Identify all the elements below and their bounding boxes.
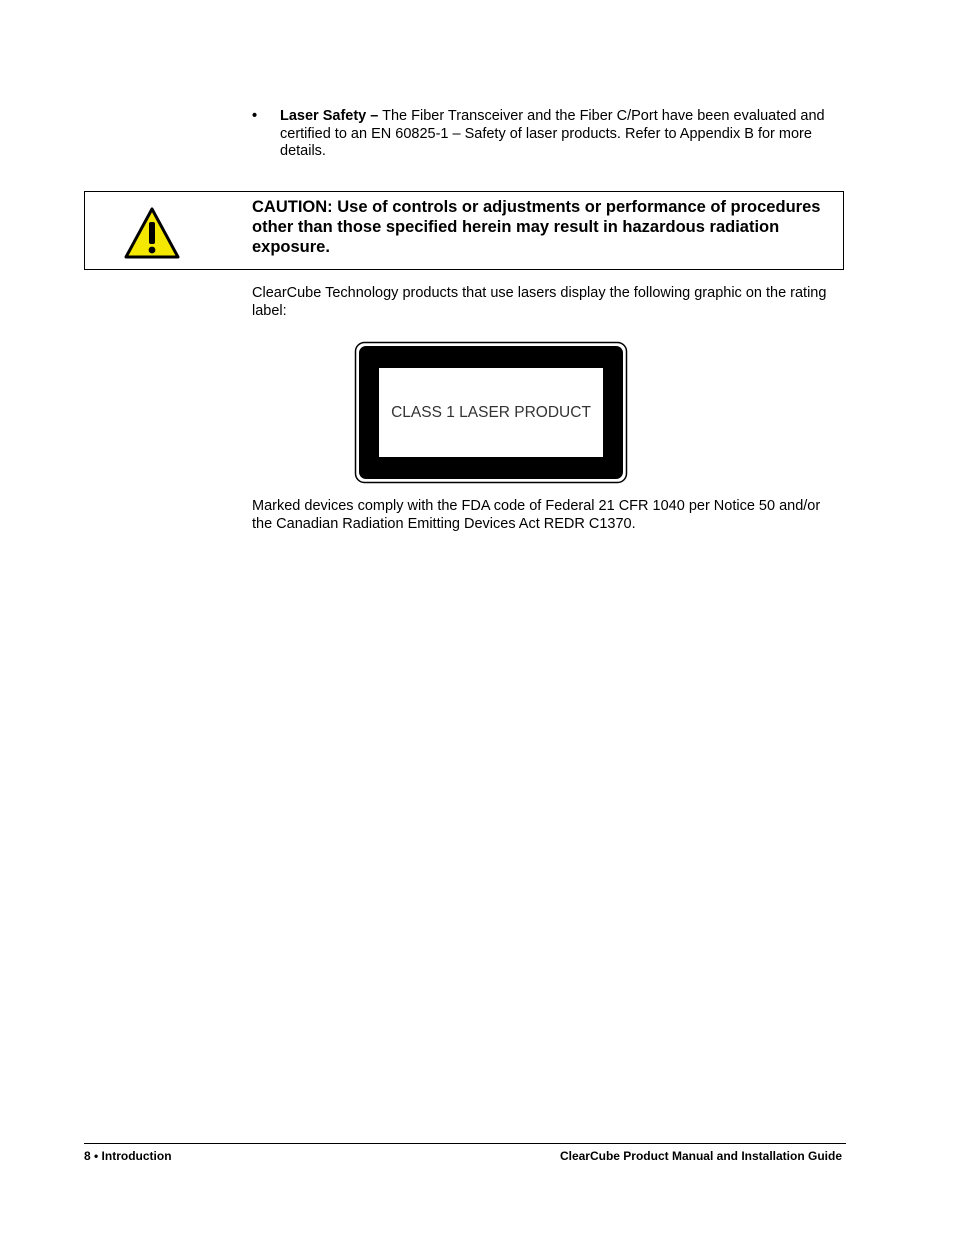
footer-page-section: 8 • Introduction — [84, 1149, 172, 1163]
compliance-paragraph: Marked devices comply with the FDA code of Federal 21 CFR 1040 per Notice 50 and/or the Canadian Radiation Emitting Devices Act REDR C1370. — [252, 498, 821, 532]
intro-paragraph: ClearCube Technology products that use lasers display the following graphic on the rating label: — [252, 285, 827, 319]
caution-box — [84, 191, 844, 270]
laser-label-text: CLASS 1 LASER PRODUCT — [391, 404, 591, 421]
footer-rule — [84, 1143, 846, 1144]
laser-product-label — [354, 341, 628, 484]
caution-text: CAUTION: Use of controls or adjustments or performance of procedures other than those specified herein may result in hazardous radiation exposure. — [252, 198, 821, 256]
bullet-body: The Fiber Transceiver and the Fiber C/Port have been evaluated and certified to an EN 60825-1 – Safety of laser products. Refer to Appendix B for more details. — [280, 108, 825, 159]
footer-document-title: ClearCube Product Manual and Installation Guide — [559, 1149, 842, 1163]
bullet-lead: Laser Safety – — [280, 108, 379, 124]
bullet-mark: • — [252, 108, 258, 124]
bullet-text — [280, 108, 845, 161]
warning-triangle-icon — [123, 206, 181, 260]
